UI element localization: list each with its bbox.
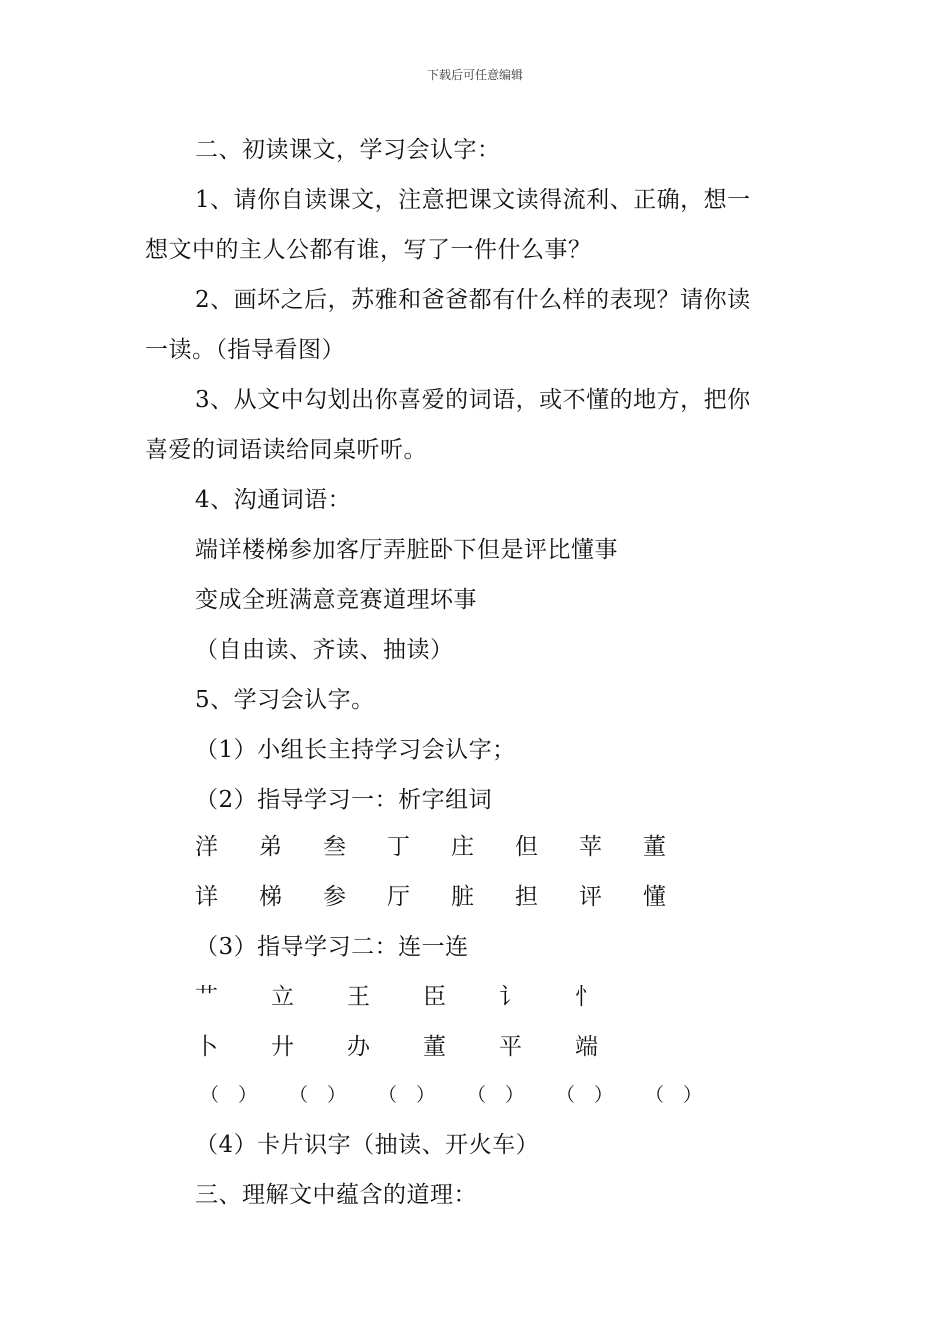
paragraph-2-line-1: 2、画坏之后，苏雅和爸爸都有什么样的表现？请你读 — [195, 287, 751, 313]
char: 苹 — [579, 834, 602, 860]
paragraph-1-line-1: 1、请你自读课文，注意把课文读得流利、正确，想一 — [195, 187, 751, 213]
answer-blank: （ ） — [556, 1084, 614, 1106]
paragraph-2-line-2: 一读。（指导看图） — [145, 337, 345, 363]
radical: 王 — [347, 984, 370, 1010]
paragraph-3-line-1: 3、从文中勾划出你喜爱的词语，或不懂的地方，把你 — [195, 387, 751, 413]
char: 厅 — [387, 884, 410, 910]
part: 廾 — [271, 1034, 294, 1060]
paragraph-4: 4、沟通词语： — [195, 487, 352, 513]
part: 平 — [499, 1034, 522, 1060]
parts-row — [195, 1032, 651, 1062]
step-4: （4）卡片识字（抽读、开火车） — [195, 1132, 540, 1158]
answer-blank: （ ） — [289, 1084, 347, 1106]
word-list-1: 端详楼梯参加客厅弄脏卧下但是评比懂事 — [195, 537, 618, 563]
step-2: （2）指导学习一：析字组词 — [195, 787, 493, 813]
radicals-row — [195, 982, 651, 1012]
char: 脏 — [451, 884, 474, 910]
radical: 讠 — [499, 984, 522, 1010]
radical: 臣 — [423, 984, 446, 1010]
section-title-2: 二、初读课文，学习会认字： — [195, 137, 501, 163]
section-title-3: 三、理解文中蕴含的道理： — [195, 1182, 477, 1208]
char: 懂 — [643, 884, 666, 910]
answer-blank: （ ） — [200, 1084, 258, 1106]
word-list-2: 变成全班满意竞赛道理坏事 — [195, 587, 477, 613]
answer-blank: （ ） — [378, 1084, 436, 1106]
paragraph-3-line-2: 喜爱的词语读给同桌听听。 — [145, 437, 427, 463]
answer-blank: （ ） — [467, 1084, 525, 1106]
radical: 忄 — [575, 984, 598, 1010]
char: 详 — [195, 884, 218, 910]
char-row-2 — [195, 882, 707, 912]
char: 梯 — [259, 884, 282, 910]
char-row-1 — [195, 832, 707, 862]
reading-note: （自由读、齐读、抽读） — [195, 637, 454, 663]
part: 办 — [347, 1034, 370, 1060]
radical: 艹 — [195, 984, 218, 1010]
char: 担 — [515, 884, 538, 910]
answer-blanks-row — [200, 1080, 734, 1110]
char: 董 — [643, 834, 666, 860]
step-1: （1）小组长主持学习会认字； — [195, 737, 516, 763]
part: 董 — [423, 1034, 446, 1060]
char: 但 — [515, 834, 538, 860]
char: 丁 — [387, 834, 410, 860]
answer-blank: （ ） — [645, 1084, 703, 1106]
step-3: （3）指导学习二：连一连 — [195, 934, 469, 960]
part: 卜 — [195, 1034, 218, 1060]
paragraph-1-line-2: 想文中的主人公都有谁，写了一件什么事？ — [145, 237, 592, 263]
char: 参 — [323, 884, 346, 910]
char: 叁 — [323, 834, 346, 860]
char: 评 — [579, 884, 602, 910]
paragraph-5: 5、学习会认字。 — [195, 687, 375, 713]
radical: 立 — [271, 984, 294, 1010]
page-header: 下载后可任意编辑 — [426, 68, 523, 82]
char: 庄 — [451, 834, 474, 860]
char: 洋 — [195, 834, 218, 860]
char: 弟 — [259, 834, 282, 860]
part: 端 — [575, 1034, 598, 1060]
